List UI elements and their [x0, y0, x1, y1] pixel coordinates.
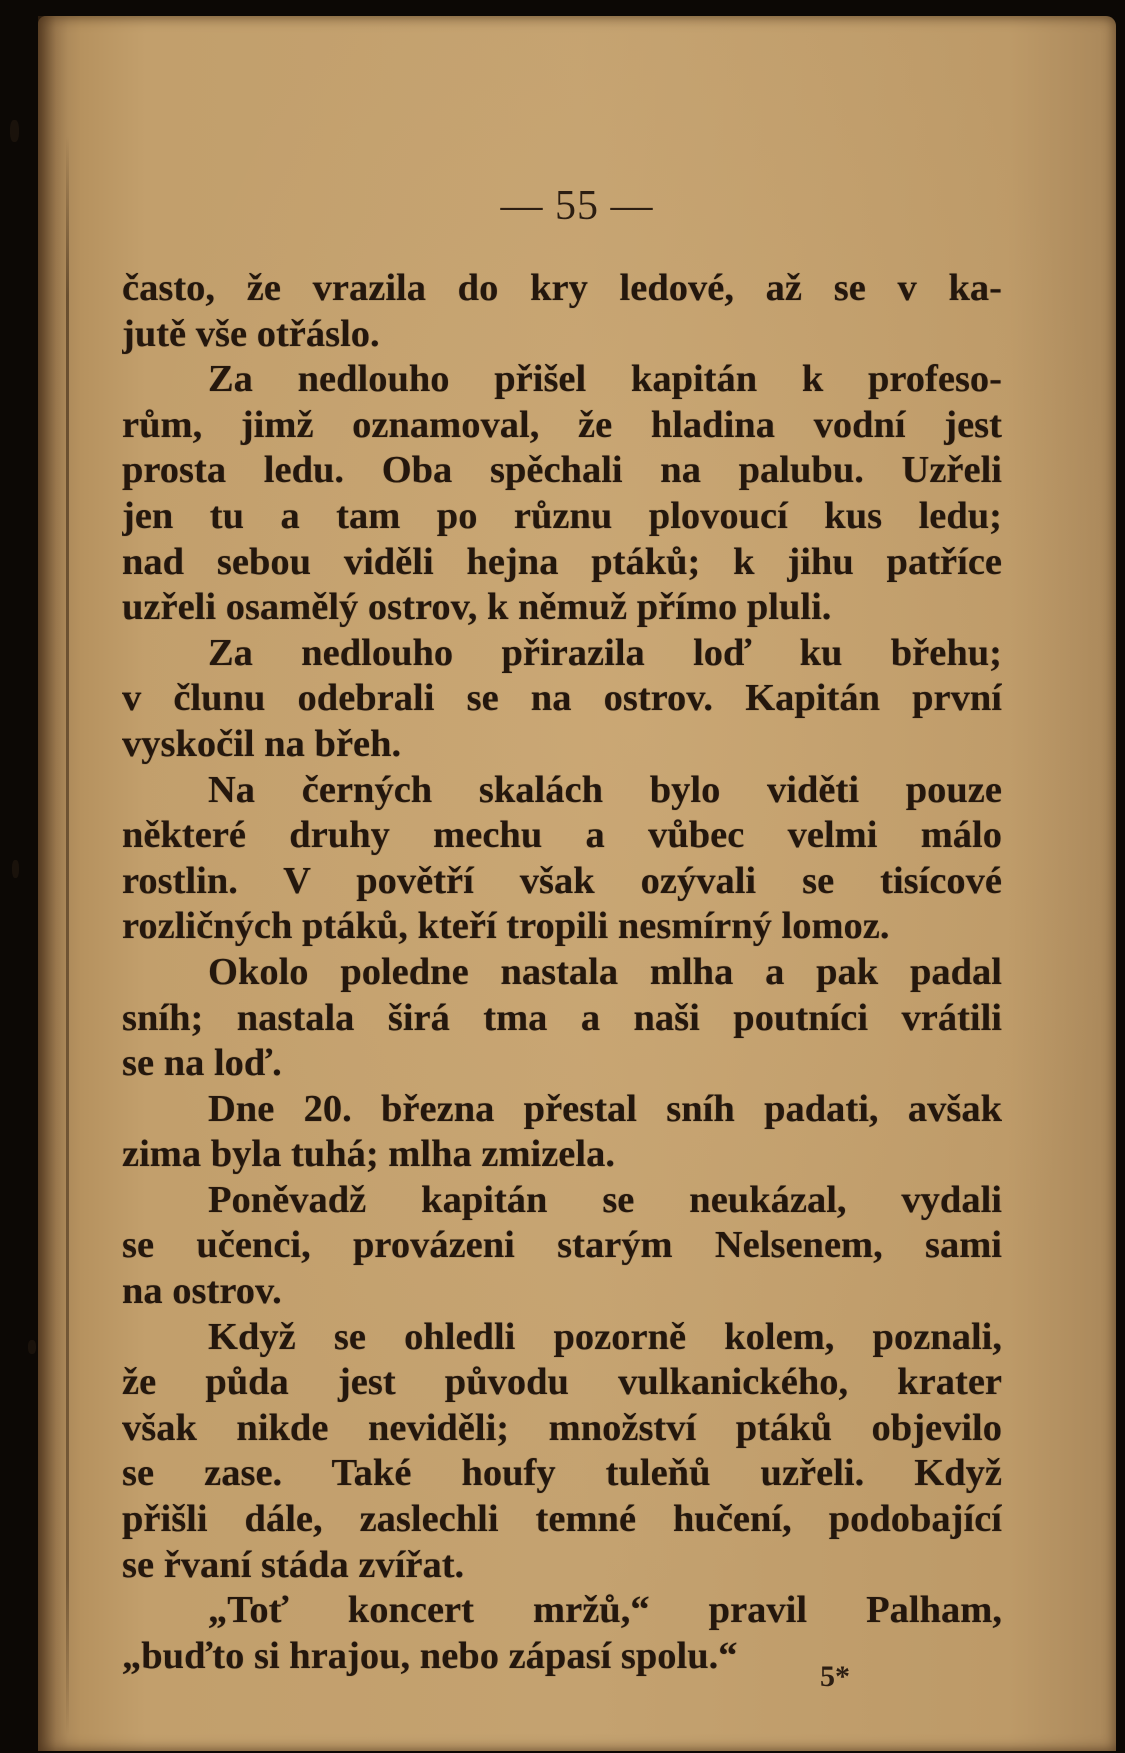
text-line: Okolo poledne nastala mlha a pak padal — [208, 950, 1002, 993]
text-line: sníh; nastala širá tma a naši poutníci vrátili — [122, 996, 1002, 1039]
text-line: však nikde neviděli; množství ptáků objevilo — [122, 1406, 1002, 1449]
text-line: se řvaní stáda zvířat. — [122, 1543, 465, 1586]
body-text — [122, 266, 1002, 1679]
text-line: se učenci, provázeni starým Nelsenem, sami — [122, 1224, 1002, 1267]
text-line: se zase. Také houfy tuleňů uzřeli. Když — [122, 1452, 1002, 1495]
text-line: některé druhy mechu a vůbec velmi málo — [122, 814, 1002, 857]
text-line: často, že vrazila do kry ledové, až se v ka- — [122, 267, 1002, 309]
text-line: přišli dále, zaslechli temné hučení, podobající — [122, 1498, 1002, 1541]
text-line: Za nedlouho přirazila loď ku břehu; — [208, 631, 1002, 674]
margin-ink-mark — [10, 120, 19, 142]
margin-ink-mark — [28, 1340, 36, 1354]
text-line: nad sebou viděli hejna ptáků; k jihu patříce — [122, 540, 1002, 583]
signature-mark: 5* — [820, 1660, 850, 1693]
text-line: rostlin. V povětří však ozývali se tisícové — [122, 859, 1002, 902]
page-number: — 55 — — [500, 183, 654, 229]
text-line: uzřeli osamělý ostrov, k němuž přímo pluli. — [122, 586, 832, 629]
margin-ink-mark — [12, 860, 19, 878]
text-line: rům, jimž oznamoval, že hladina vodní jest — [122, 403, 1002, 446]
paper-page — [38, 16, 1116, 1751]
text-line: Dne 20. března přestal sníh padati, avšak — [208, 1087, 1002, 1130]
page-gutter-shadow — [38, 16, 68, 1751]
text-line: jutě vše otřáslo. — [122, 312, 380, 355]
text-line: že půda jest původu vulkanického, krater — [122, 1361, 1002, 1404]
text-line: „buďto si hrajou, nebo zápasí spolu.“ — [122, 1634, 738, 1677]
text-line: Poněvadž kapitán se neukázal, vydali — [208, 1178, 1002, 1221]
text-line: rozličných ptáků, kteří tropili nesmírný lomoz. — [122, 905, 890, 948]
text-line: zima byla tuhá; mlha zmizela. — [122, 1133, 615, 1176]
text-line: na ostrov. — [122, 1270, 282, 1313]
page-gutter-line — [66, 136, 69, 1736]
text-line: „Toť koncert mržů,“ pravil Palham, — [208, 1589, 1002, 1632]
text-line: v člunu odebrali se na ostrov. Kapitán první — [122, 677, 1002, 720]
text-line: Za nedlouho přišel kapitán k profeso- — [208, 358, 1002, 401]
text-line: Na černých skalách bylo viděti pouze — [208, 768, 1002, 811]
text-line: vyskočil na břeh. — [122, 722, 402, 765]
text-line: jen tu a tam po různu plovoucí kus ledu; — [122, 494, 1002, 537]
text-line: Když se ohledli pozorně kolem, poznali, — [208, 1315, 1002, 1358]
text-line: prosta ledu. Oba spěchali na palubu. Uzřeli — [122, 449, 1002, 492]
text-line: se na loď. — [122, 1042, 282, 1085]
